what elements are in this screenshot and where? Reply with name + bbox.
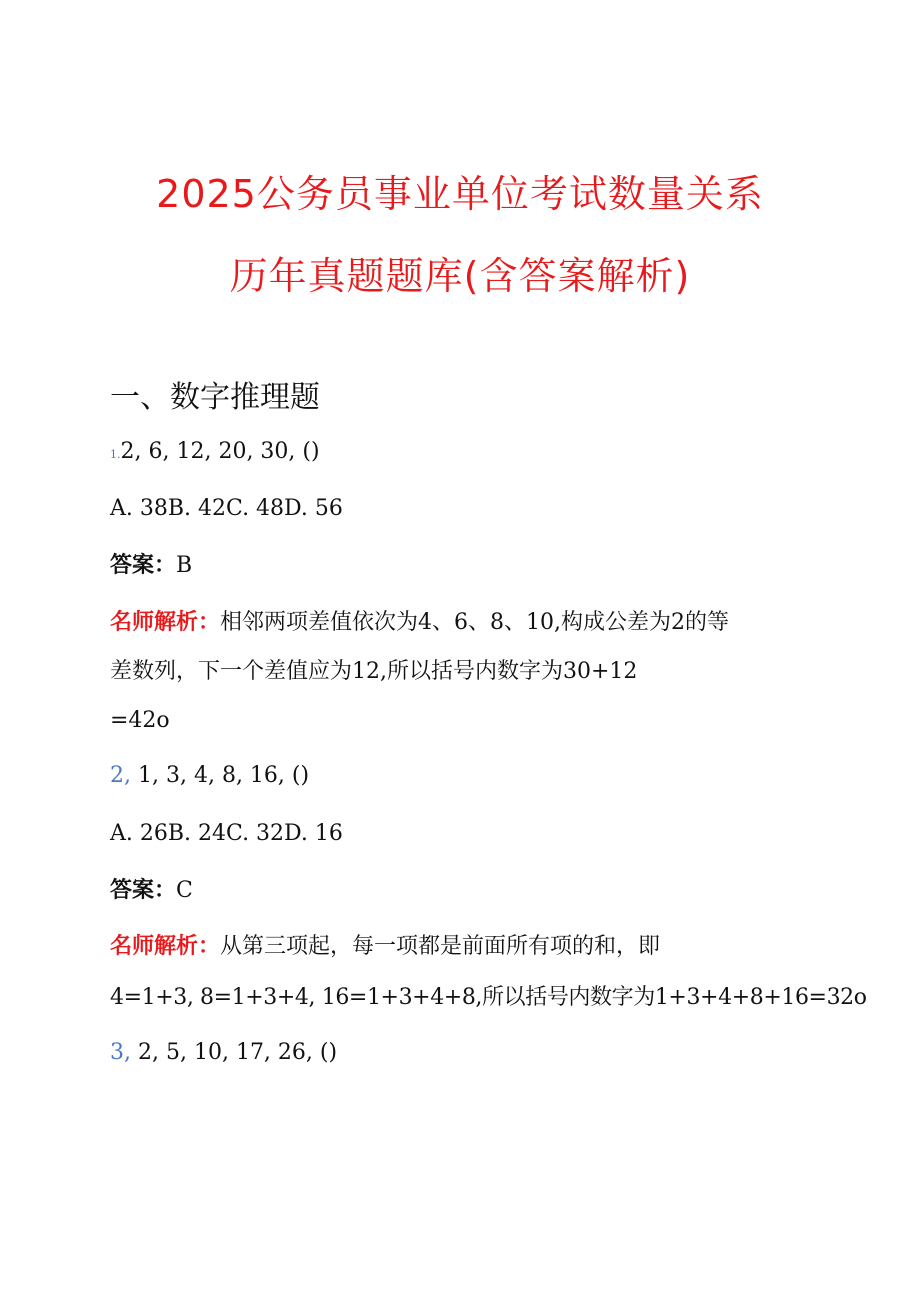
question-2-options: A. 26B. 24C. 32D. 16 [110,821,343,846]
section-heading: 一、数字推理题 [110,380,320,415]
document-title-line-2: 历年真题题库(含答案解析) [229,254,691,298]
question-2-analysis-line-1 [110,936,660,958]
question-1-text: 2, 6, 12, 20, 30, () [120,439,320,464]
question-1-answer-value: B [176,553,193,578]
question-1-options: A. 38B. 42C. 48D. 56 [110,496,343,521]
question-2-text: 1, 3, 4, 8, 16, () [131,763,310,788]
question-1-analysis-line-2: 差数列，下一个差值应为12,所以括号内数字为30+12 [110,659,638,684]
question-3-number: 3, [110,1040,131,1065]
analysis-label: 名师解析： [110,610,221,635]
question-2-answer-value: C [176,878,193,903]
analysis-label: 名师解析： [110,934,221,959]
document-title-line-1: 2025公务员事业单位考试数量关系 [156,172,764,216]
question-2-analysis-line-2: 4=1+3, 8=1+3+4, 16=1+3+4+8,所以括号内数字为1+3+4+8+16=32o [110,985,867,1010]
question-1-analysis-text-1: 相邻两项差值依次为4、6、8、10,构成公差为2的等 [220,610,729,635]
question-1-analysis-line-3: =42o [110,708,170,733]
question-1-analysis-line-1 [110,612,729,634]
answer-label: 答案： [110,878,177,903]
question-1-number: 1. [110,448,121,461]
question-1-answer [110,555,192,577]
question-2-stem [110,765,309,787]
question-2-number: 2, [110,763,131,788]
question-2-answer [110,880,193,902]
question-3-stem [110,1042,337,1064]
question-3-text: 2, 5, 10, 17, 26, () [131,1040,338,1065]
question-1-stem [110,441,320,463]
answer-label: 答案： [110,553,177,578]
question-2-analysis-text-1: 从第三项起，每一项都是前面所有项的和，即 [220,934,661,959]
